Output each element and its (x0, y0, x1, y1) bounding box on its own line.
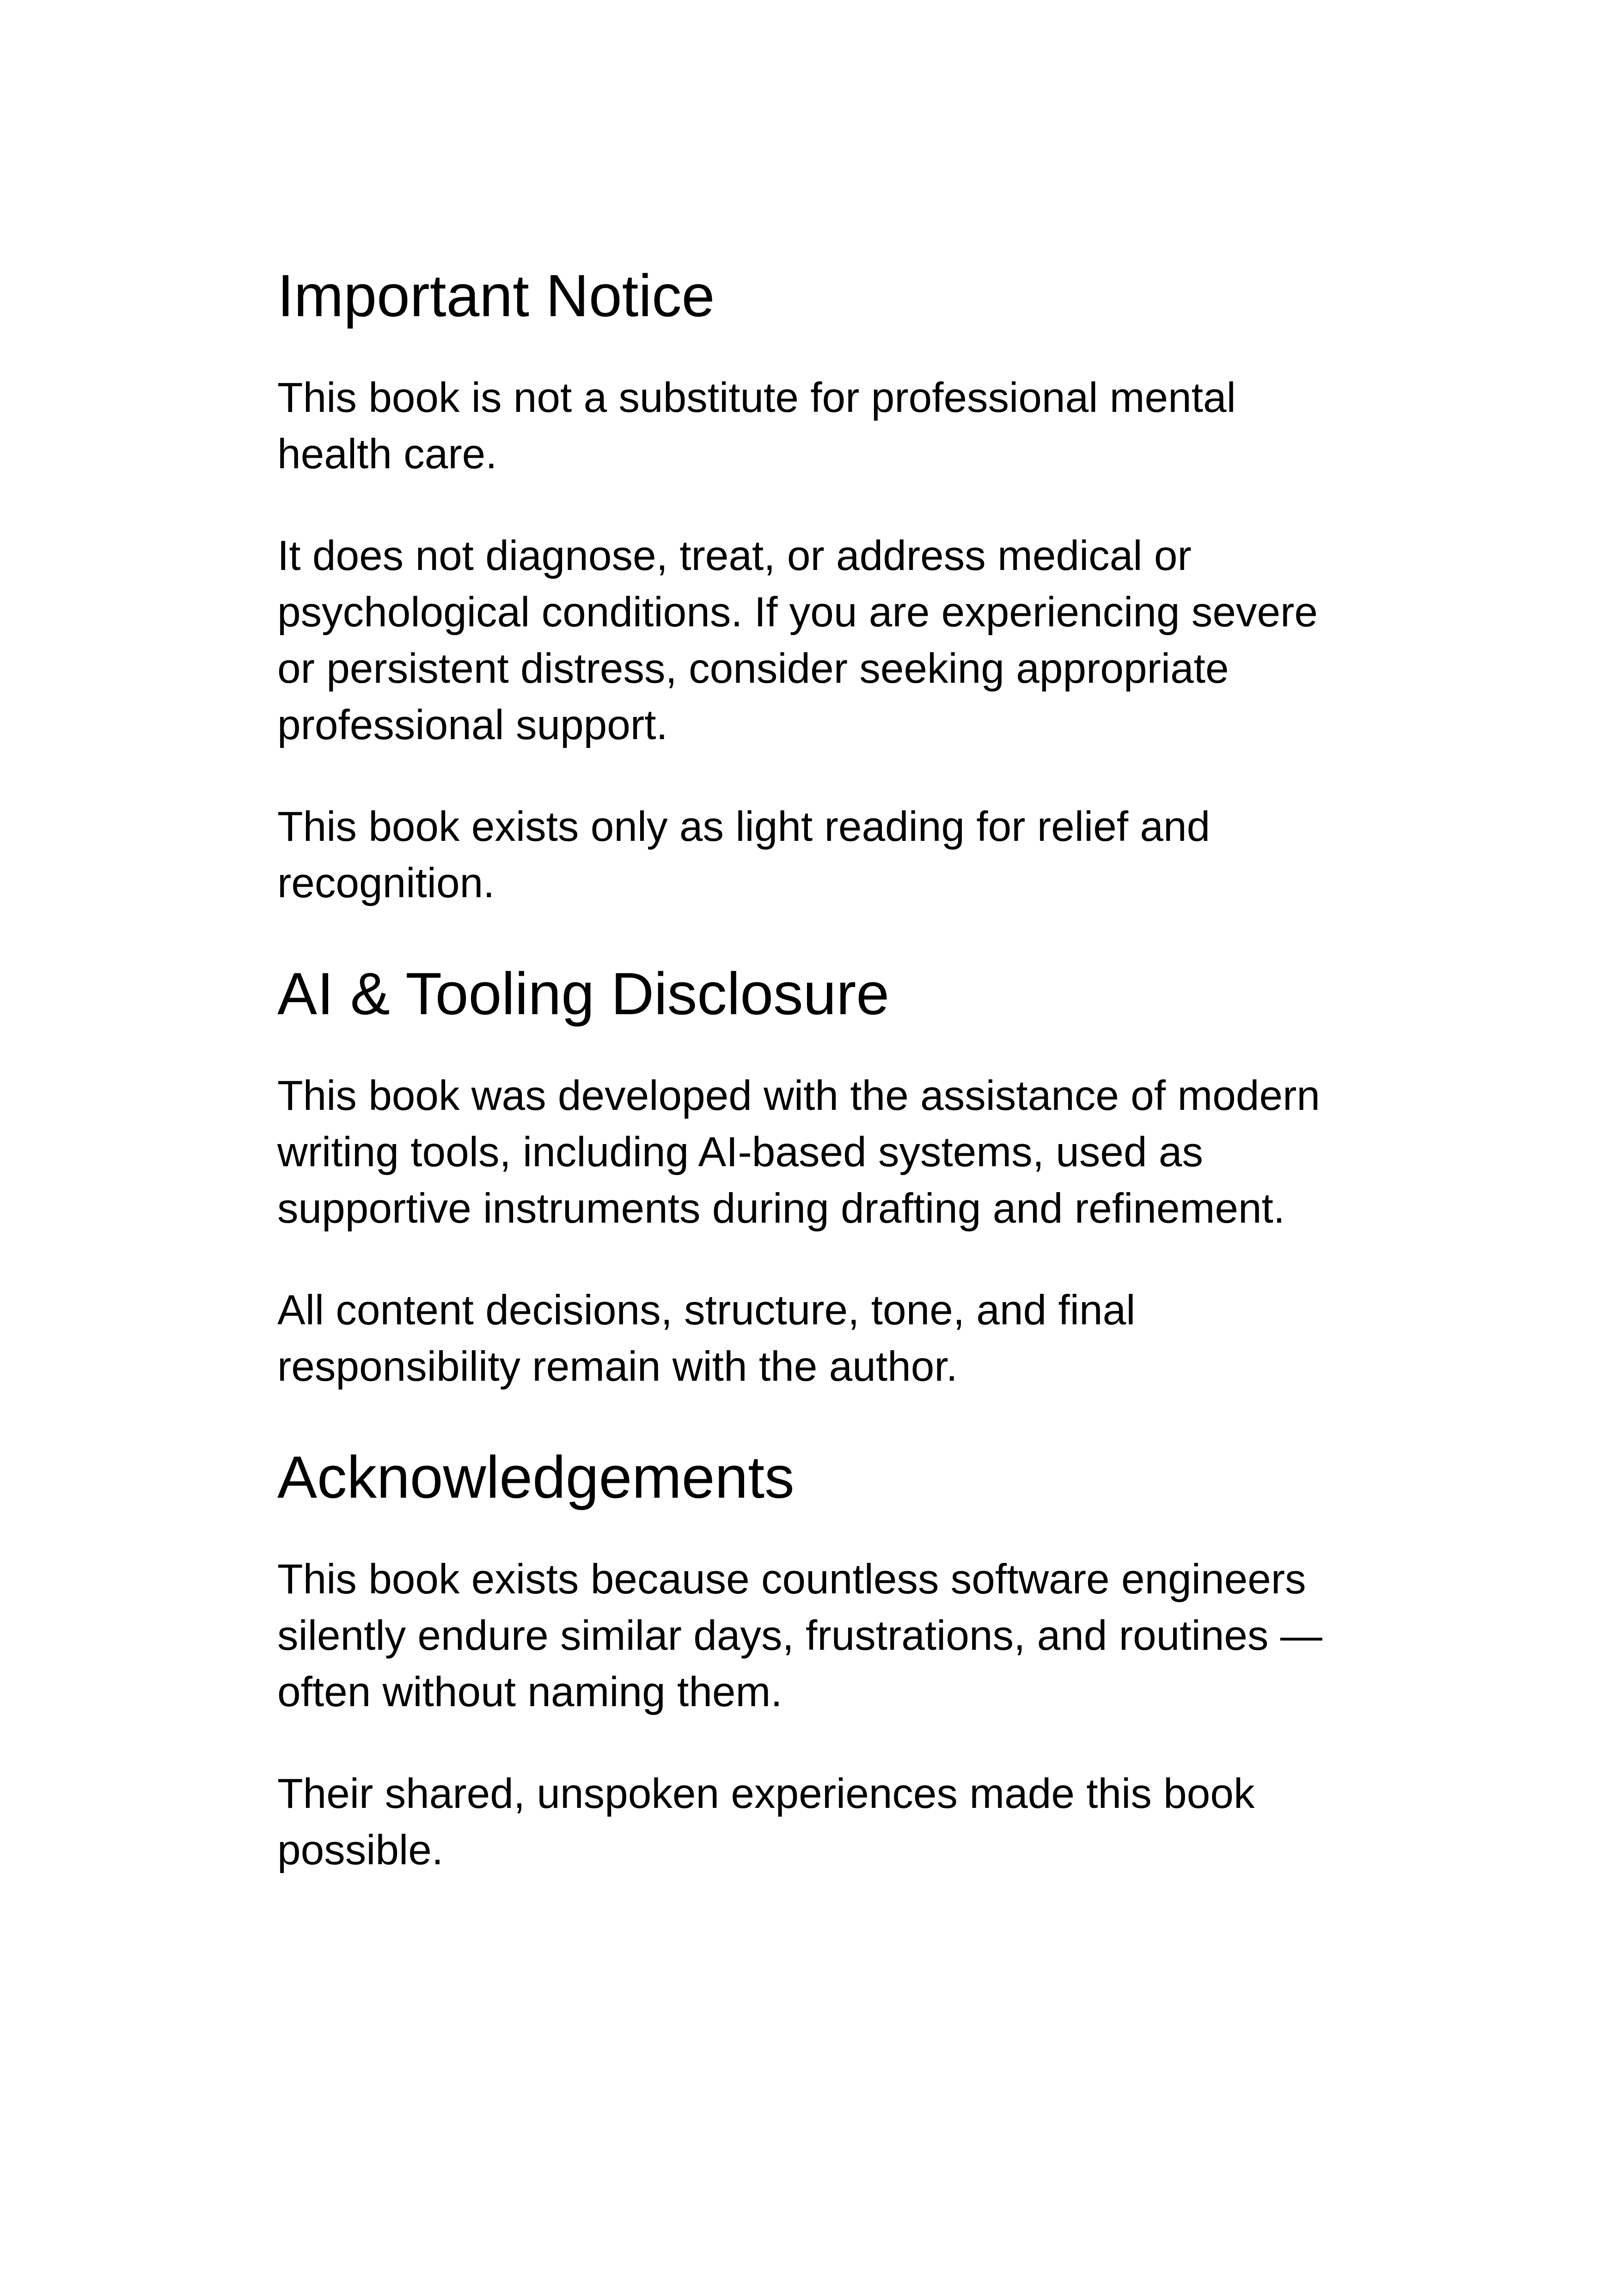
section-acknowledgements (277, 1436, 1350, 1879)
paragraph: This book exists because countless software engineers silently endure similar days, frustrations, and routines — often without naming them. (277, 1556, 1322, 1715)
page-content (277, 254, 1350, 1879)
paragraph: Their shared, unspoken experiences made this book possible. (277, 1770, 1255, 1874)
section-heading: Acknowledgements (277, 1444, 795, 1511)
paragraph: It does not diagnose, treat, or address medical or psychological conditions. If you are experiencing severe or persistent distress, consider seeking appropriate professional support. (277, 533, 1318, 748)
paragraph: This book is not a substitute for professional mental health care. (277, 374, 1236, 478)
section-heading: AI & Tooling Disclosure (277, 961, 890, 1027)
paragraph: This book exists only as light reading for relief and recognition. (277, 803, 1210, 906)
section-heading: Important Notice (277, 263, 715, 329)
paragraph: All content decisions, structure, tone, and final responsibility remain with the author. (277, 1287, 1136, 1390)
paragraph: This book was developed with the assistance of modern writing tools, including AI-based systems, used as supportive instruments during drafting and refinement. (277, 1072, 1321, 1232)
section-ai-tooling-disclosure (277, 952, 1350, 1395)
section-important-notice (277, 254, 1350, 912)
